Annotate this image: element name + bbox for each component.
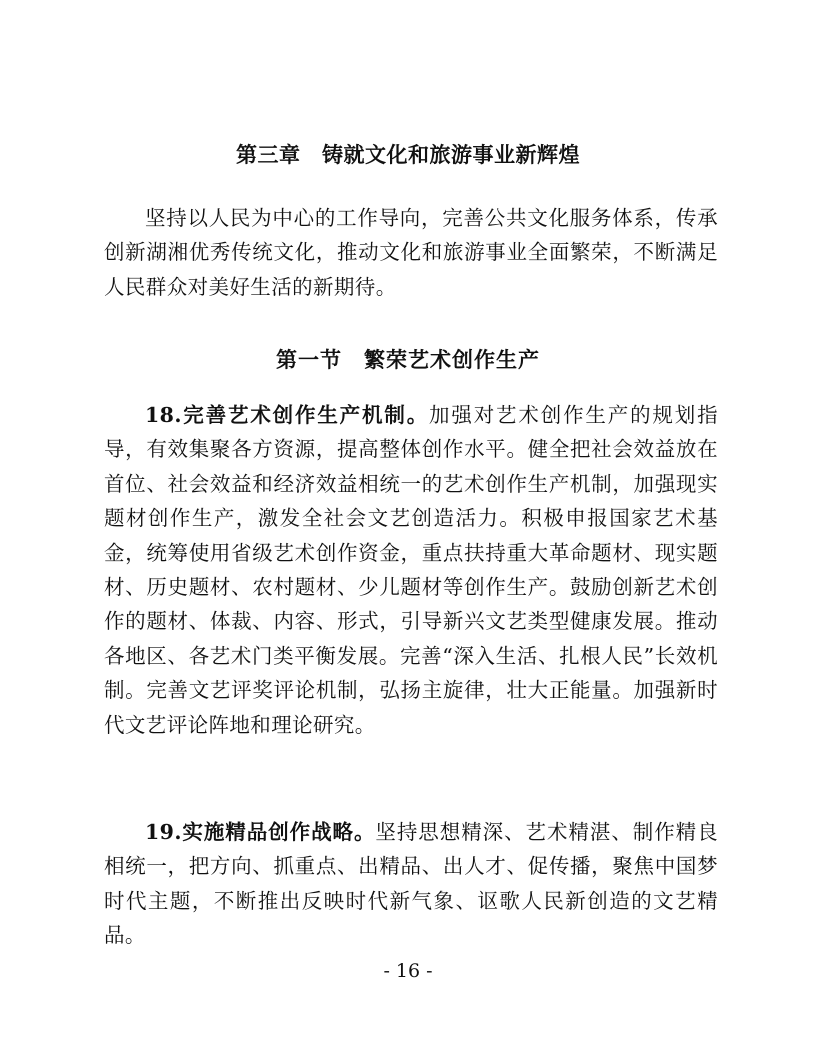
item-19-heading: 19.实施精品创作战略。: [145, 820, 376, 844]
item-18-body: 加强对艺术创作生产的规划指导，有效集聚各方资源，提高整体创作水平。健全把社会效益放在首位、社会效益和经济效益相统一的艺术创作生产机制，加强现实题材创作生产，激发全社会文艺创造活力。积极申报国家艺术基金，统筹使用省级艺术创作资金，重点扶持重大革命题材、现实题材、历史题材、农村题材、少儿题材等创作生产。鼓励创新艺术创作的题材、体裁、内容、形式，引导新兴文艺类型健康发展。推动各地区、各艺术门类平衡发展。完善“深入生活、扎根人民”长效机制。完善文艺评奖评论机制，弘扬主旋律，壮大正能量。加强新时代文艺评论阵地和理论研究。: [104, 403, 718, 737]
page-number: - 16 -: [383, 960, 433, 982]
item-19-paragraph: [104, 815, 718, 953]
section-title: 第一节 繁荣艺术创作生产: [276, 347, 540, 372]
chapter-title: 第三章 铸就文化和旅游事业新辉煌: [236, 143, 580, 167]
item-19-body: 坚持思想精深、艺术精湛、制作精良相统一，把方向、抓重点、出精品、出人才、促传播，聚焦中国梦时代主题，不断推出反映时代新气象、讴歌人民新创造的文艺精品。: [104, 820, 718, 948]
chapter-intro-paragraph: 坚持以人民为中心的工作导向，完善公共文化服务体系，传承创新湖湘优秀传统文化，推动文化和旅游事业全面繁荣，不断满足人民群众对美好生活的新期待。: [104, 206, 718, 299]
item-18-heading: 18.完善艺术创作生产机制。: [145, 403, 430, 427]
item-18-paragraph: [104, 398, 718, 742]
